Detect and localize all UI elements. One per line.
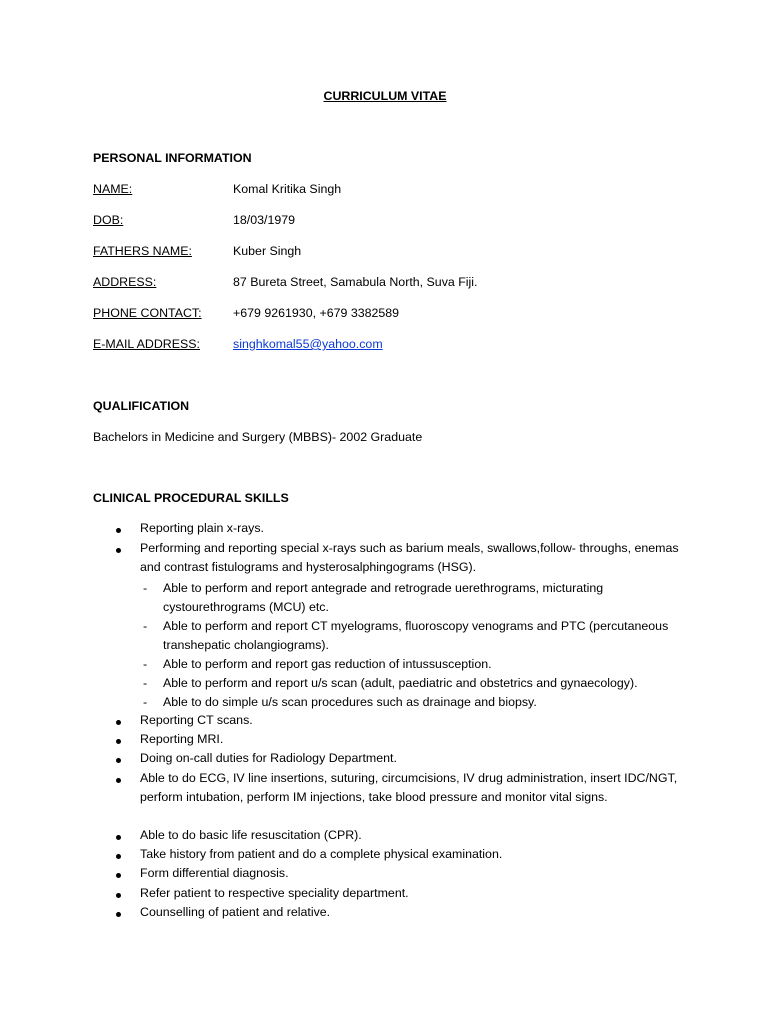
address-value: 87 Bureta Street, Samabula North, Suva Fiji. [233, 275, 478, 289]
field-row-phone [93, 306, 693, 324]
field-row-email [93, 337, 693, 355]
sub-list-item-text: Able to do simple u/s scan procedures such as drainage and biopsy. [163, 695, 537, 709]
fathers-name-value: Kuber Singh [233, 244, 302, 258]
list-item-text: Refer patient to respective speciality department. [140, 886, 409, 900]
list-item-text: Able to do ECG, IV line insertions, suturing, circumcisions, IV drug administration, insert IDC/NGT, perform intubation, perform IM injections, take blood pressure and monitor vital signs. [140, 771, 678, 805]
fathers-name-label: FATHERS NAME: [93, 244, 192, 258]
qualification-heading: QUALIFICATION [93, 399, 190, 413]
document-title: CURRICULUM VITAE [323, 89, 447, 103]
bullet-icon [116, 912, 121, 917]
address-label: ADDRESS: [93, 275, 157, 289]
bullet-icon [116, 548, 121, 553]
list-item-text: Take history from patient and do a complete physical examination. [140, 847, 503, 861]
name-label: NAME: [93, 182, 133, 196]
list-item-text: Reporting CT scans. [140, 713, 253, 727]
sub-list-item-text: Able to perform and report u/s scan (adult, paediatric and obstetrics and gynaecology). [163, 676, 638, 690]
dash-marker: - [143, 657, 148, 671]
bullet-icon [116, 835, 121, 840]
field-row-dob [93, 213, 693, 231]
phone-label: PHONE CONTACT: [93, 306, 202, 320]
list-item-text: Form differential diagnosis. [140, 866, 289, 880]
qualification-text: Bachelors in Medicine and Surgery (MBBS)- 2002 Graduate [93, 430, 423, 444]
bullet-icon [116, 893, 121, 898]
list-item-text: Performing and reporting special x-rays such as barium meals, swallows,follow- throughs, enemas and contrast fistulograms and hysterosalphingograms (HSG). [140, 541, 679, 575]
name-value: Komal Kritika Singh [233, 182, 342, 196]
dob-label: DOB: [93, 213, 124, 227]
dash-marker: - [143, 619, 148, 633]
list-item-text: Able to do basic life resuscitation (CPR). [140, 828, 362, 842]
dash-marker: - [143, 695, 148, 709]
email-label: E-MAIL ADDRESS: [93, 337, 200, 351]
bullet-icon [116, 758, 121, 763]
sub-list-item-text: Able to perform and report gas reduction of intussusception. [163, 657, 492, 671]
field-row-fathers-name [93, 244, 693, 262]
bullet-icon [116, 854, 121, 859]
list-item-text: Counselling of patient and relative. [140, 905, 331, 919]
dob-value: 18/03/1979 [233, 213, 296, 227]
list-item-text: Doing on-call duties for Radiology Department. [140, 751, 397, 765]
sub-list-item-text: Able to perform and report antegrade and retrograde uerethrograms, micturating cystourethrograms (MCU) etc. [163, 581, 604, 614]
dash-marker: - [143, 581, 148, 595]
list-item-text: Reporting MRI. [140, 732, 224, 746]
field-row-address [93, 275, 693, 293]
field-row-name [93, 182, 693, 200]
bullet-icon [116, 739, 121, 744]
skills-heading: CLINICAL PROCEDURAL SKILLS [93, 491, 289, 505]
list-item-text: Reporting plain x-rays. [140, 521, 264, 535]
phone-value: +679 9261930, +679 3382589 [233, 306, 400, 320]
bullet-icon [116, 720, 121, 725]
bullet-icon [116, 873, 121, 878]
dash-marker: - [143, 676, 148, 690]
personal-info-heading: PERSONAL INFORMATION [93, 151, 252, 165]
bullet-icon [116, 528, 121, 533]
bullet-icon [116, 778, 121, 783]
sub-list-item-text: Able to perform and report CT myelograms, fluoroscopy venograms and PTC (percutaneous transhepatic cholangiograms). [163, 619, 669, 652]
email-link[interactable]: singhkomal55@yahoo.com [233, 337, 383, 351]
